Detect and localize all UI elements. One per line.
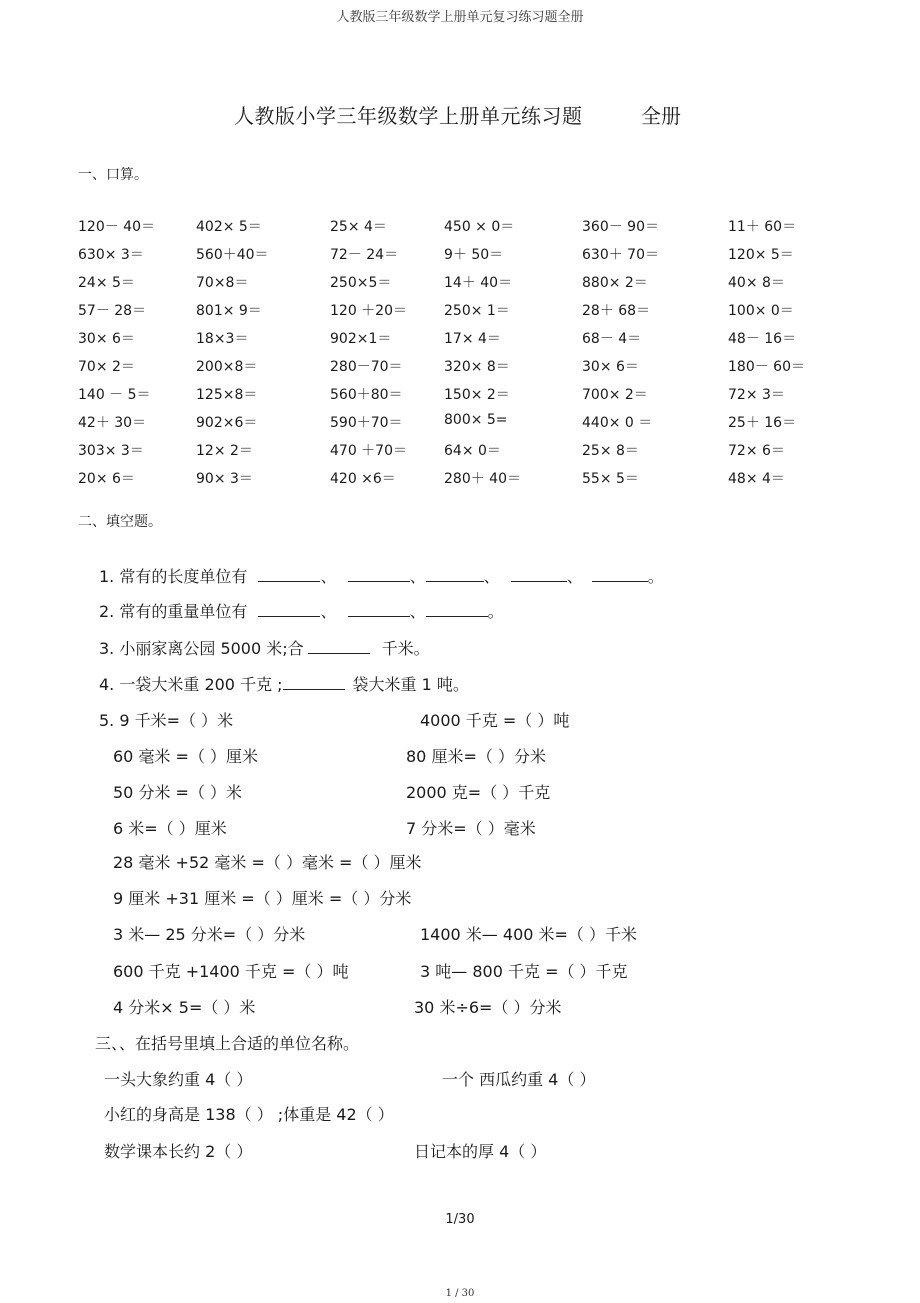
section-heading-fill: 二、填空题。 <box>78 514 162 530</box>
question-2-text: 2. 常有的重量单位有 <box>99 602 248 621</box>
calc-problem: 360－ 90＝ <box>582 219 659 235</box>
calc-problem: 72× 6＝ <box>728 443 785 459</box>
calc-problem: 12× 2＝ <box>196 443 253 459</box>
calc-problem: 470 ＋70＝ <box>330 443 407 459</box>
answer-blank[interactable] <box>308 639 370 654</box>
calc-problem: 402× 5＝ <box>196 219 262 235</box>
calc-problem: 120 ＋20＝ <box>330 303 407 319</box>
calc-problem: 250×5＝ <box>330 275 392 291</box>
conversion-item: 7 分米=（ ）毫米 <box>406 819 536 838</box>
calc-problem: 590＋70＝ <box>330 415 403 431</box>
calc-problem: 28＋ 68＝ <box>582 303 651 319</box>
calc-problem: 55× 5＝ <box>582 471 639 487</box>
calc-problem: 64× 0＝ <box>444 443 501 459</box>
question-3-suffix: 千米。 <box>381 639 430 658</box>
conversion-item: 9 厘米 +31 厘米 =（ ）厘米 =（ ）分米 <box>113 889 412 908</box>
calc-problem: 100× 0＝ <box>728 303 794 319</box>
separator: 、 <box>566 567 583 586</box>
conversion-item: 2000 克=（ ）千克 <box>406 783 551 802</box>
calc-problem: 40× 8＝ <box>728 275 785 291</box>
calc-problem: 30× 6＝ <box>582 359 639 375</box>
conversion-item: 600 千克 +1400 千克 =（ ）吨 <box>113 962 349 981</box>
calc-problem: 20× 6＝ <box>78 471 135 487</box>
calc-problem: 24× 5＝ <box>78 275 135 291</box>
calc-problem: 72－ 24＝ <box>330 247 399 263</box>
calc-problem: 57－ 28＝ <box>78 303 147 319</box>
question-4-text: 4. 一袋大米重 200 千克 ; <box>99 675 283 694</box>
unit-item: 小红的身高是 138（ ） ;体重是 42（ ） <box>104 1105 394 1124</box>
conversion-item: 80 厘米=（ ）分米 <box>406 747 546 766</box>
calc-problem: 801× 9＝ <box>196 303 262 319</box>
answer-blank[interactable] <box>258 567 320 582</box>
unit-item: 一个 西瓜约重 4（ ） <box>442 1070 596 1089</box>
section-heading-oral-calc: 一、口算。 <box>78 167 148 183</box>
separator: 、 <box>409 602 426 621</box>
calc-problem: 560＋80＝ <box>330 387 403 403</box>
conversion-item: 50 分米 =（ ）米 <box>113 783 243 802</box>
calc-problem: 17× 4＝ <box>444 331 501 347</box>
page-footer: 1 / 30 <box>445 1288 475 1299</box>
calc-problem: 9＋ 50＝ <box>444 247 504 263</box>
question-3-text: 3. 小丽家离公园 5000 米;合 <box>99 639 304 658</box>
conversion-item: 60 毫米 =（ ）厘米 <box>113 747 259 766</box>
calc-problem: 25× 8＝ <box>582 443 639 459</box>
answer-blank[interactable] <box>592 567 648 582</box>
document-header: 人教版三年级数学上册单元复习练习题全册 <box>336 10 584 25</box>
conversion-item: 28 毫米 +52 毫米 =（ ）毫米 =（ ）厘米 <box>113 853 422 872</box>
calc-problem: 420 ×6＝ <box>330 471 396 487</box>
question-3 <box>99 636 430 659</box>
calc-problem: 48× 4＝ <box>728 471 785 487</box>
calc-problem: 902×6＝ <box>196 415 258 431</box>
calc-problem: 180－ 60＝ <box>728 359 805 375</box>
conversion-item: 3 吨— 800 千克 =（ ）千克 <box>420 962 628 981</box>
page-title: 人教版小学三年级数学上册单元练习题 <box>234 104 583 128</box>
calc-problem: 70×8＝ <box>196 275 249 291</box>
question-4 <box>99 672 469 695</box>
calc-problem: 450 × 0＝ <box>444 219 515 235</box>
calc-problem: 90× 3＝ <box>196 471 253 487</box>
calc-problem: 68－ 4＝ <box>582 331 642 347</box>
question-2 <box>99 599 504 622</box>
calc-problem: 140 － 5＝ <box>78 387 151 403</box>
calc-problem: 120× 5＝ <box>728 247 794 263</box>
calc-problem: 280＋ 40＝ <box>444 471 521 487</box>
conversion-item: 3 米— 25 分米=（ ）分米 <box>113 925 306 944</box>
calc-problem: 902×1＝ <box>330 331 392 347</box>
calc-problem: 48－ 16＝ <box>728 331 797 347</box>
answer-blank[interactable] <box>511 567 567 582</box>
section-heading-units: 三、、在括号里填上合适的单位名称。 <box>95 1034 360 1053</box>
answer-blank[interactable] <box>283 675 345 690</box>
period: 。 <box>487 602 504 621</box>
calc-problem: 440× 0 ＝ <box>582 415 653 431</box>
page-title-suffix: 全册 <box>641 104 681 128</box>
calc-problem: 303× 3＝ <box>78 443 144 459</box>
calc-problem: 200×8＝ <box>196 359 258 375</box>
question-1 <box>99 564 664 587</box>
calc-problem: 72× 3＝ <box>728 387 785 403</box>
period: 。 <box>647 567 664 586</box>
calc-problem: 630× 3＝ <box>78 247 144 263</box>
calc-problem: 30× 6＝ <box>78 331 135 347</box>
calc-problem: 14＋ 40＝ <box>444 275 513 291</box>
conversion-item: 4 分米× 5=（ ）米 <box>113 998 256 1017</box>
answer-blank[interactable] <box>348 567 410 582</box>
answer-blank[interactable] <box>348 602 410 617</box>
calc-problem: 250× 1＝ <box>444 303 510 319</box>
question-1-text: 1. 常有的长度单位有 <box>99 567 248 586</box>
answer-blank[interactable] <box>258 602 320 617</box>
answer-blank[interactable] <box>426 602 488 617</box>
question-4-suffix: 袋大米重 1 吨。 <box>352 675 469 694</box>
calc-problem: 880× 2＝ <box>582 275 648 291</box>
separator: 、 <box>483 567 500 586</box>
unit-item: 日记本的厚 4（ ） <box>414 1142 547 1161</box>
calc-problem: 560＋40＝ <box>196 247 269 263</box>
calc-problem: 320× 8＝ <box>444 359 510 375</box>
conversion-item: 4000 千克 =（ ）吨 <box>420 711 570 730</box>
calc-problem: 125×8＝ <box>196 387 258 403</box>
conversion-item: 30 米÷6=（ ）分米 <box>414 998 562 1017</box>
conversion-item: 6 米=（ ）厘米 <box>113 819 227 838</box>
separator: 、 <box>409 567 426 586</box>
calc-problem: 25＋ 16＝ <box>728 415 797 431</box>
calc-problem: 630＋ 70＝ <box>582 247 659 263</box>
calc-problem: 70× 2＝ <box>78 359 135 375</box>
calc-problem: 800× 5= <box>444 412 508 428</box>
calc-problem: 42＋ 30＝ <box>78 415 147 431</box>
calc-problem: 700× 2＝ <box>582 387 648 403</box>
conversion-item: 1400 米— 400 米=（ ）千米 <box>420 925 638 944</box>
answer-blank[interactable] <box>426 567 484 582</box>
separator: 、 <box>320 602 337 621</box>
page-number: 1/30 <box>445 1212 475 1227</box>
calc-problem: 280－70＝ <box>330 359 403 375</box>
unit-item: 一头大象约重 4（ ） <box>104 1070 253 1089</box>
calc-problem: 150× 2＝ <box>444 387 510 403</box>
unit-item: 数学课本长约 2（ ） <box>104 1142 253 1161</box>
calc-problem: 25× 4＝ <box>330 219 387 235</box>
calc-problem: 11＋ 60＝ <box>728 219 797 235</box>
conversion-item: 5. 9 千米=（ ）米 <box>99 711 234 730</box>
separator: 、 <box>320 567 337 586</box>
calc-problem: 18×3＝ <box>196 331 249 347</box>
calc-problem: 120－ 40＝ <box>78 219 155 235</box>
